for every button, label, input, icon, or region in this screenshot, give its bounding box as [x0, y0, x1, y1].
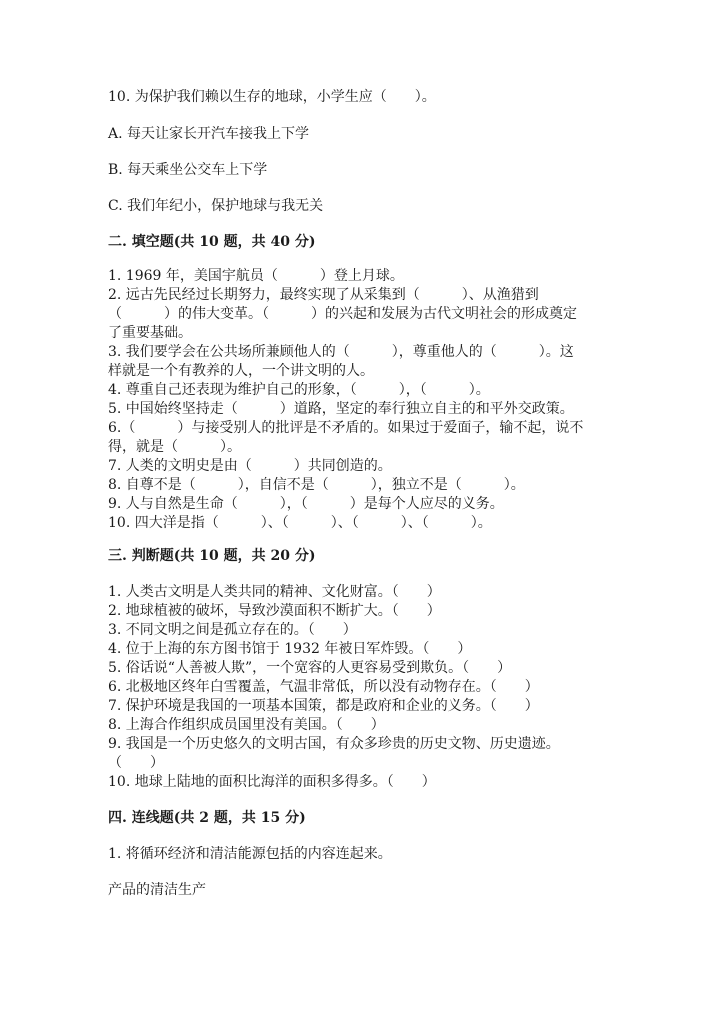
q10-question: 10. 为保护我们赖以生存的地球，小学生应（ ）。: [108, 89, 436, 105]
section3-heading: 三. 判断题(共 10 题，共 20 分): [108, 548, 316, 564]
section2-line: （ ）的伟大变革。（ ）的兴起和发展为古代文明社会的形成奠定: [108, 306, 577, 322]
matching-item: 产品的清洁生产: [108, 882, 206, 898]
section2-line: 得，就是（ ）。: [108, 439, 241, 455]
section3-line: 5. 俗话说“人善被人欺”，一个宽容的人更容易受到欺负。（ ）: [108, 660, 512, 676]
section2-line: 10. 四大洋是指（ ）、（ ）、（ ）、（ ）。: [108, 515, 492, 531]
section3-line: 4. 位于上海的东方图书馆于 1932 年被日军炸毁。（ ）: [108, 641, 472, 657]
section2-line: 1. 1969 年，美国宇航员（ ）登上月球。: [108, 268, 404, 284]
section2-heading: 二. 填空题(共 10 题，共 40 分): [108, 234, 316, 250]
q10-option-c: C. 我们年纪小，保护地球与我无关: [108, 198, 324, 214]
section2-line: 5. 中国始终坚持走（ ）道路，坚定的奉行独立自主的和平外交政策。: [108, 401, 574, 417]
section2-line: 2. 远古先民经过长期努力，最终实现了从采集到（ ）、从渔猎到: [108, 287, 539, 303]
section3-line: 3. 不同文明之间是孤立存在的。（ ）: [108, 622, 357, 638]
section2-line: 样就是一个有教养的人，一个讲文明的人。: [108, 363, 374, 379]
q10-option-b: B. 每天乘坐公交车上下学: [108, 162, 268, 178]
section4-question: 1. 将循环经济和清洁能源包括的内容连起来。: [108, 846, 392, 862]
section2-line: 6.（ ）与接受别人的批评是不矛盾的。如果过于爱面子，输不起，说不: [108, 420, 584, 436]
section3-line: 8. 上海合作组织成员国里没有美国。（ ）: [108, 717, 385, 733]
section3-line: 1. 人类古文明是人类共同的精神、文化财富。（ ）: [108, 584, 441, 600]
section3-line: 6. 北极地区终年白雪覆盖，气温非常低，所以没有动物存在。（ ）: [108, 679, 539, 695]
section3-line: 2. 地球植被的破坏，导致沙漠面积不断扩大。（ ）: [108, 603, 441, 619]
section2-line: 7. 人类的文明史是由（ ）共同创造的。: [108, 458, 392, 474]
section3-line: 7. 保护环境是我国的一项基本国策，都是政府和企业的义务。（ ）: [108, 698, 539, 714]
section3-line: 10. 地球上陆地的面积比海洋的面积多得多。（ ）: [108, 774, 436, 790]
section2-line: 9. 人与自然是生命（ ），（ ）是每个人应尽的义务。: [108, 496, 504, 512]
section2-line: 3. 我们要学会在公共场所兼顾他人的（ ），尊重他人的（ ）。这: [108, 344, 574, 360]
section2-line: 了重要基础。: [108, 325, 192, 341]
q10-option-a: A. 每天让家长开汽车接我上下学: [108, 126, 310, 142]
section2-line: 8. 自尊不是（ ），自信不是（ ），独立不是（ ）。: [108, 477, 525, 493]
section3-line: 9. 我国是一个历史悠久的文明古国，有众多珍贵的历史文物、历史遗迹。: [108, 736, 560, 752]
section2-line: 4. 尊重自己还表现为维护自己的形象，（ ），（ ）。: [108, 382, 490, 398]
section4-heading: 四. 连线题(共 2 题，共 15 分): [108, 810, 306, 826]
section3-line: （ ）: [108, 755, 164, 771]
